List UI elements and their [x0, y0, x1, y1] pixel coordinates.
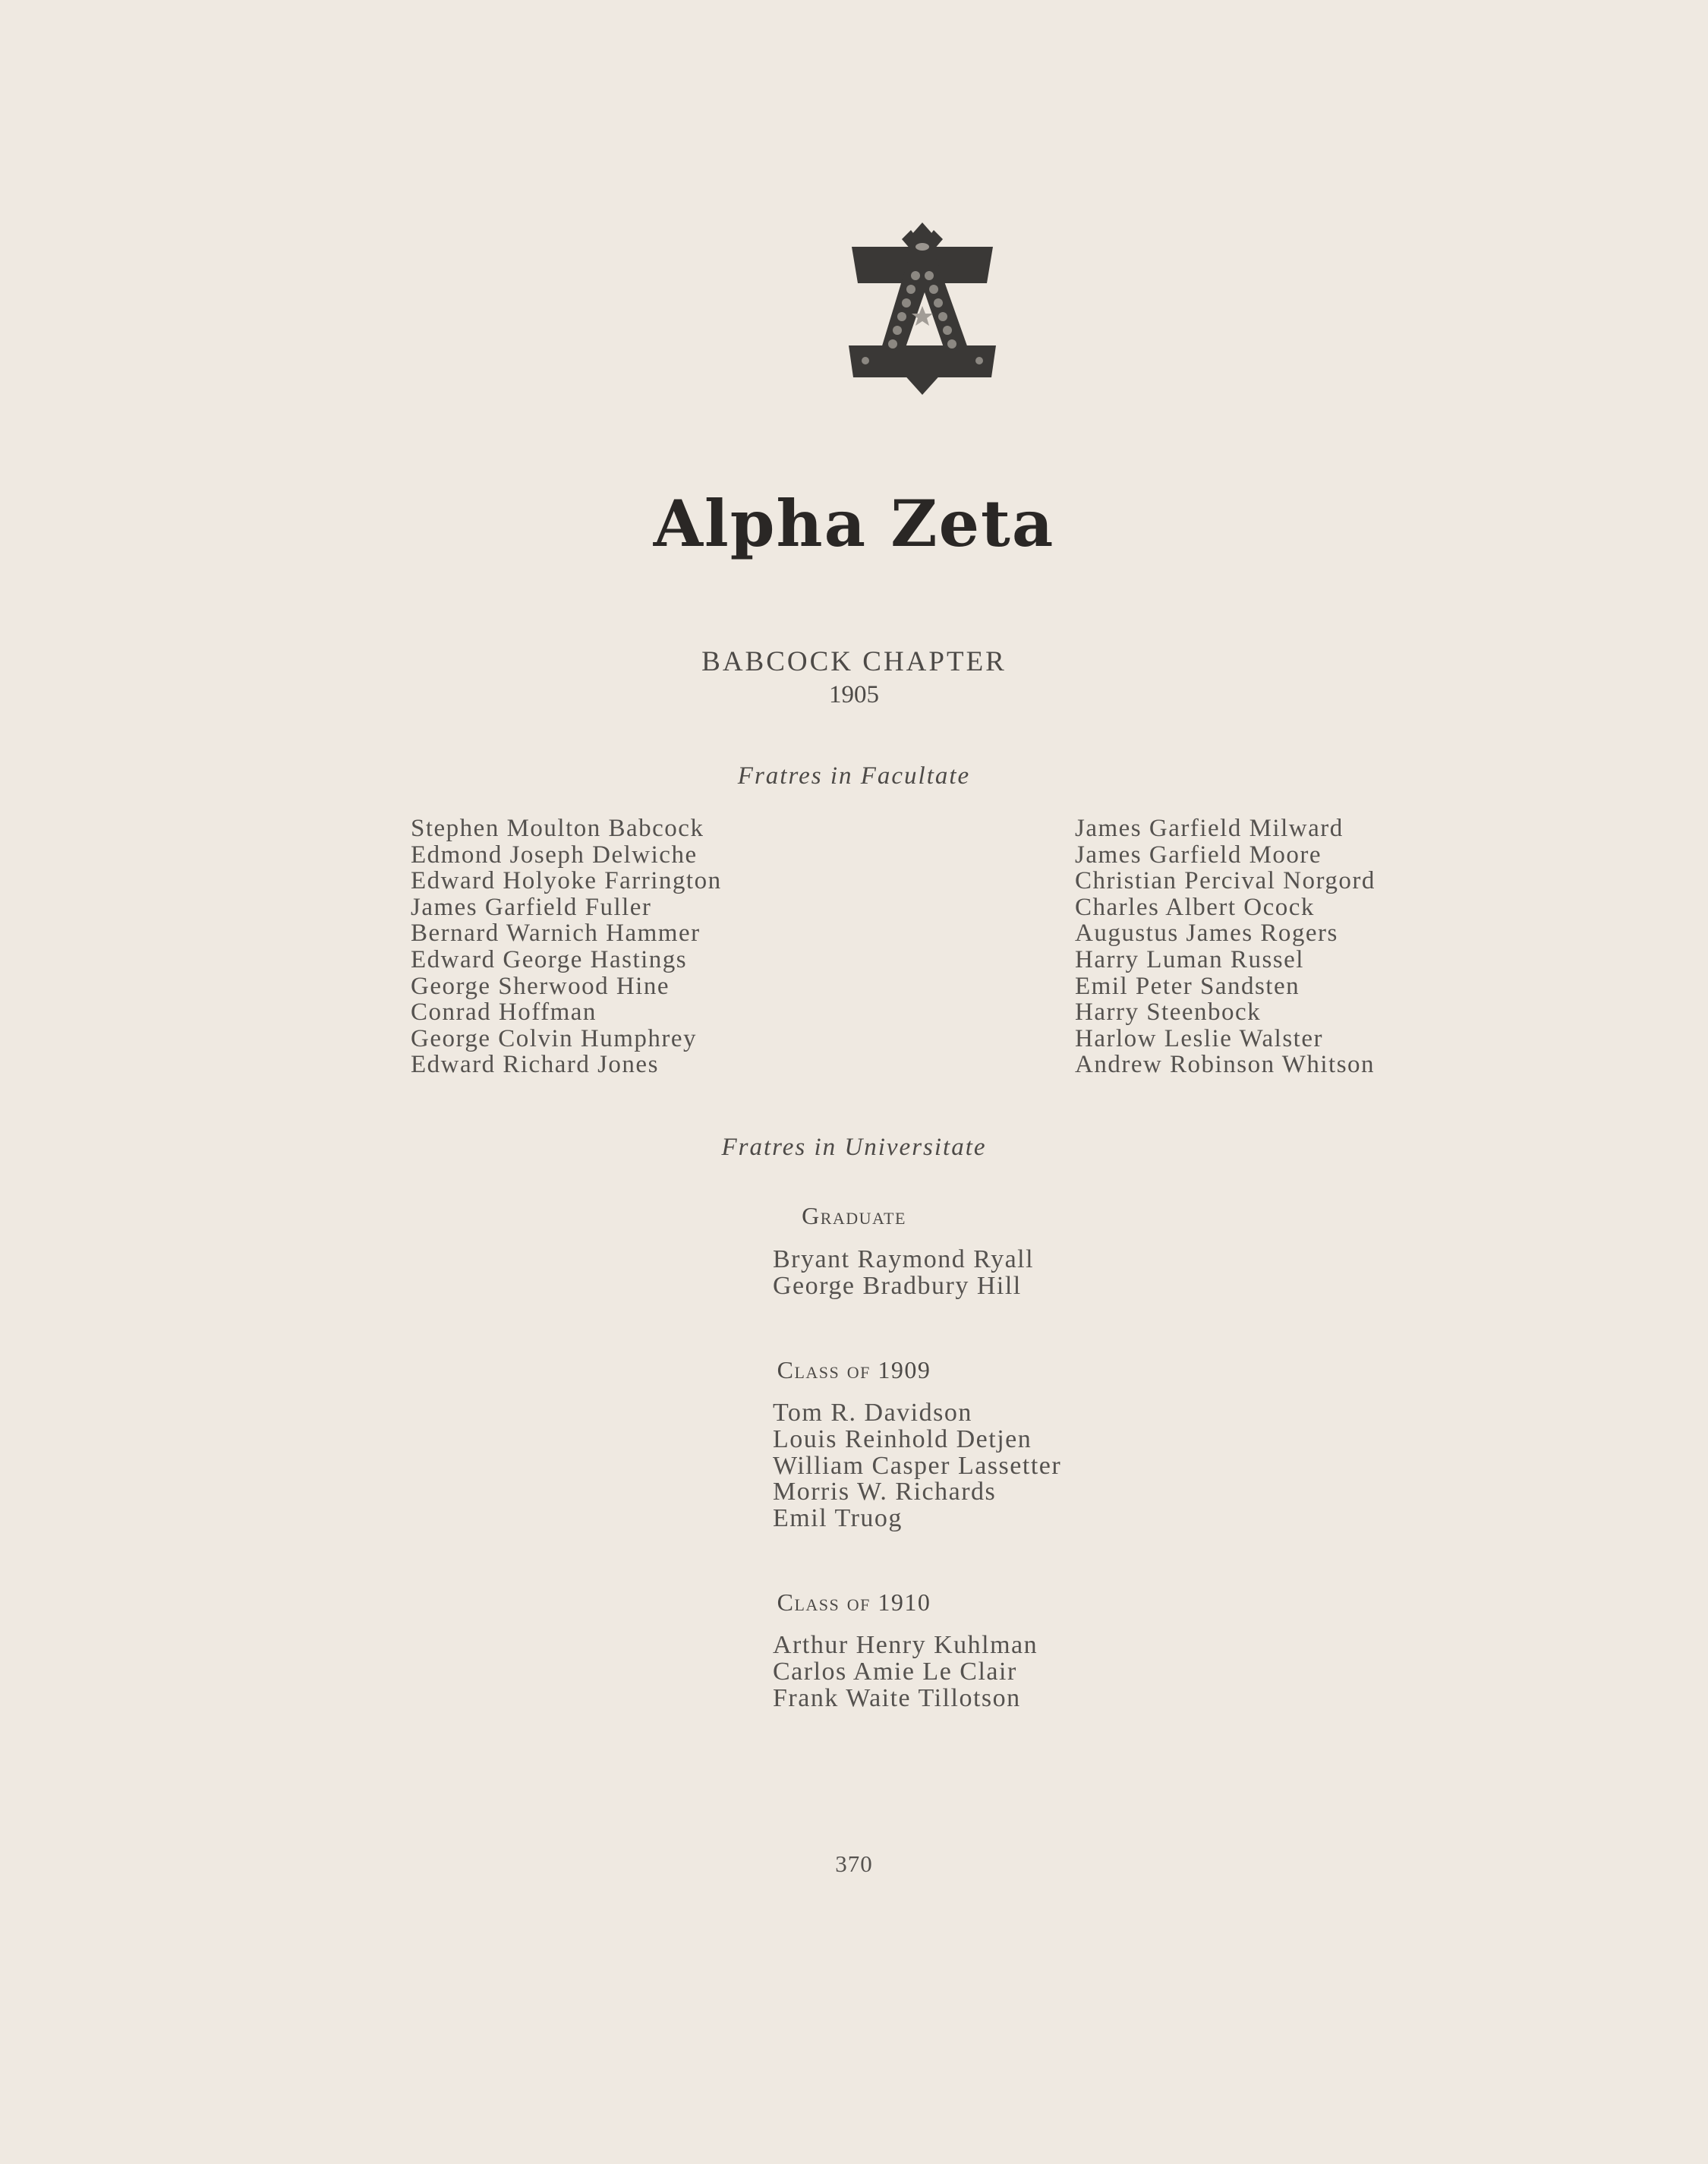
list-item: Charles Albert Ocock	[1075, 893, 1315, 921]
list-item: Harlow Leslie Walster	[1075, 1024, 1323, 1052]
list-item: James Garfield Moore	[1075, 841, 1322, 869]
page-number: 370	[835, 1850, 873, 1877]
list-item: Carlos Amie Le Clair	[773, 1657, 1017, 1686]
list-item: Edward Holyoke Farrington	[411, 867, 722, 895]
list-item: Edmond Joseph Delwiche	[411, 841, 698, 869]
group-heading-class-1910: Class of 1910	[777, 1588, 931, 1616]
list-item: Morris W. Richards	[773, 1478, 997, 1506]
list-item: Conrad Hoffman	[411, 998, 597, 1027]
list-item: Emil Peter Sandsten	[1075, 972, 1300, 1000]
faculty-list-left	[411, 815, 722, 1078]
list-item: Emil Truog	[773, 1504, 903, 1533]
list-item: Louis Reinhold Detjen	[773, 1424, 1032, 1453]
list-item: Andrew Robinson Whitson	[1075, 1051, 1376, 1079]
alpha-zeta-monogram-icon	[843, 216, 1002, 399]
list-item: Harry Steenbock	[1075, 998, 1262, 1027]
list-item: Harry Luman Russel	[1075, 945, 1304, 973]
list-item: George Colvin Humphrey	[411, 1024, 698, 1052]
list-item: Frank Waite Tillotson	[773, 1683, 1021, 1712]
list-item: Christian Percival Norgord	[1075, 867, 1376, 895]
group-heading-class-1909: Class of 1909	[777, 1356, 931, 1383]
list-item: Arthur Henry Kuhlman	[773, 1631, 1038, 1659]
list-item: Augustus James Rogers	[1075, 920, 1338, 948]
list-item: James Garfield Milward	[1075, 815, 1344, 842]
list-item: Bryant Raymond Ryall	[773, 1245, 1035, 1273]
class-1909-list	[773, 1400, 1061, 1532]
list-item: William Casper Lassetter	[773, 1451, 1062, 1480]
list-item: Edward George Hastings	[411, 945, 688, 973]
faculty-heading: Fratres in Facultate	[737, 762, 971, 790]
university-heading: Fratres in Universitate	[721, 1134, 987, 1161]
group-heading-graduate: Graduate	[802, 1202, 906, 1229]
page-title: Alpha Zeta	[653, 486, 1055, 561]
list-item: George Sherwood Hine	[411, 972, 670, 1000]
graduate-list	[773, 1247, 1034, 1300]
class-1910-list	[773, 1632, 1038, 1711]
faculty-list-right	[1075, 815, 1376, 1078]
founding-year: 1905	[829, 681, 879, 708]
list-item: Tom R. Davidson	[773, 1399, 972, 1427]
list-item: Edward Richard Jones	[411, 1051, 659, 1079]
list-item: James Garfield Fuller	[411, 893, 652, 921]
chapter-name: BABCOCK CHAPTER	[701, 646, 1007, 677]
list-item: George Bradbury Hill	[773, 1271, 1022, 1300]
list-item: Bernard Warnich Hammer	[411, 920, 701, 948]
list-item: Stephen Moulton Babcock	[411, 815, 704, 842]
